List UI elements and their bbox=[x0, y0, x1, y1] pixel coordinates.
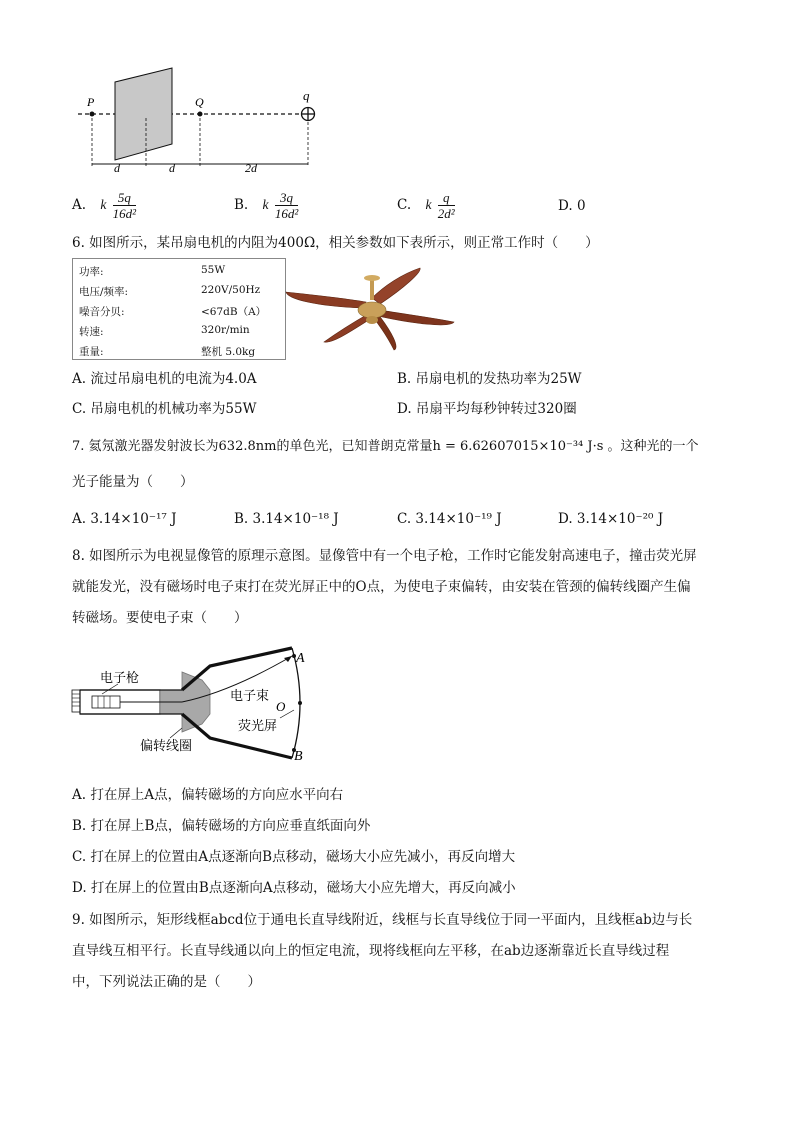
label-coil: 偏转线圈 bbox=[140, 739, 193, 754]
q7-option-b[interactable]: B. 3.14×10⁻¹⁸ J bbox=[234, 511, 339, 527]
q6-option-d[interactable]: D. 吊扇平均每秒钟转过320圈 bbox=[397, 401, 577, 417]
label-A: A bbox=[296, 651, 305, 666]
ceiling-fan-image bbox=[284, 264, 459, 354]
label-O: O bbox=[276, 699, 286, 714]
q6-stem: 6. 如图所示，某吊扇电机的内阻为400Ω，相关参数如下表所示，则正常工作时（ ） bbox=[72, 235, 599, 251]
label-q: q bbox=[303, 88, 310, 103]
q6-option-c[interactable]: C. 吊扇电机的机械功率为55W bbox=[72, 401, 257, 417]
q5-option-c[interactable]: C. k $\frac{q}{\text{2d²}}$ bbox=[397, 190, 455, 221]
q8-stem-line1: 8. 如图所示为电视显像管的原理示意图。显像管中有一个电子枪，工作时它能发射高速电子，撞击荧光屏 bbox=[72, 548, 697, 564]
label-d1: d bbox=[114, 161, 120, 174]
q5-option-a[interactable]: A. k $\frac{5q}{\text{16d²}}$ bbox=[72, 190, 137, 221]
fan-param-table: 功率: 55W 电压/频率: 220V/50Hz 噪音分贝: <67dB（A） 转速: 320r/min 重量: 整机 5.0kg bbox=[72, 258, 286, 360]
label-electron-gun: 电子枪 bbox=[100, 671, 140, 686]
label-screen: 荧光屏 bbox=[238, 719, 278, 734]
fraction: $\frac{3q}{\text{16d²}}$ bbox=[274, 190, 299, 221]
q7-option-a[interactable]: A. 3.14×10⁻¹⁷ J bbox=[72, 511, 177, 527]
label-Q: Q bbox=[195, 95, 204, 109]
q8-option-a[interactable]: A. 打在屏上A点，偏转磁场的方向应水平向右 bbox=[72, 787, 344, 803]
label-P: P bbox=[87, 95, 95, 109]
q7-stem-line1: 7. 氦氖激光器发射波长为632.8nm的单色光，已知普朗克常量h = 6.62607015×10⁻³⁴ J·s 。这种光的一个 bbox=[72, 439, 699, 454]
label-electron-beam: 电子束 bbox=[230, 689, 270, 704]
q9-stem-line2: 直导线互相平行。长直导线通以向上的恒定电流，现将线框向左平移，在ab边逐渐靠近长直导线过程 bbox=[72, 943, 670, 959]
q5-option-b[interactable]: B. k $\frac{3q}{\text{16d²}}$ bbox=[234, 190, 299, 221]
q9-stem-line3: 中，下列说法正确的是（ ） bbox=[72, 974, 261, 990]
q8-option-b[interactable]: B. 打在屏上B点，偏转磁场的方向应垂直纸面向外 bbox=[72, 818, 371, 834]
q8-option-d[interactable]: D. 打在屏上的位置由B点逐渐向A点移动，磁场大小应先增大，再反向减小 bbox=[72, 880, 516, 896]
q7-option-c[interactable]: C. 3.14×10⁻¹⁹ J bbox=[397, 511, 502, 527]
q5-option-d[interactable]: D. 0 bbox=[558, 198, 586, 214]
label-d2: d bbox=[169, 161, 175, 174]
q9-stem-line1: 9. 如图所示，矩形线框abcd位于通电长直导线附近，线框与长直导线位于同一平面内，且线框ab边与长 bbox=[72, 912, 693, 928]
charge-plate-figure bbox=[70, 64, 330, 174]
label-B: B bbox=[294, 749, 303, 764]
fraction: $\frac{q}{\text{2d²}}$ bbox=[437, 190, 455, 221]
q6-option-a[interactable]: A. 流过吊扇电机的电流为4.0A bbox=[72, 371, 257, 387]
crt-tube-figure bbox=[70, 640, 320, 770]
fraction: $\frac{5q}{\text{16d²}}$ bbox=[112, 190, 137, 221]
q8-stem-line3: 转磁场。要使电子束（ ） bbox=[72, 610, 248, 626]
q7-stem-line2: 光子能量为（ ） bbox=[72, 474, 194, 490]
q8-stem-line2: 就能发光，没有磁场时电子束打在荧光屏正中的O点，为使电子束偏转，由安装在管颈的偏转线圈产生偏 bbox=[72, 579, 691, 595]
q7-option-d[interactable]: D. 3.14×10⁻²⁰ J bbox=[558, 511, 664, 527]
label-2d: 2d bbox=[245, 161, 257, 174]
q8-option-c[interactable]: C. 打在屏上的位置由A点逐渐向B点移动，磁场大小应先减小，再反向增大 bbox=[72, 849, 516, 865]
q6-option-b[interactable]: B. 吊扇电机的发热功率为25W bbox=[397, 371, 582, 387]
